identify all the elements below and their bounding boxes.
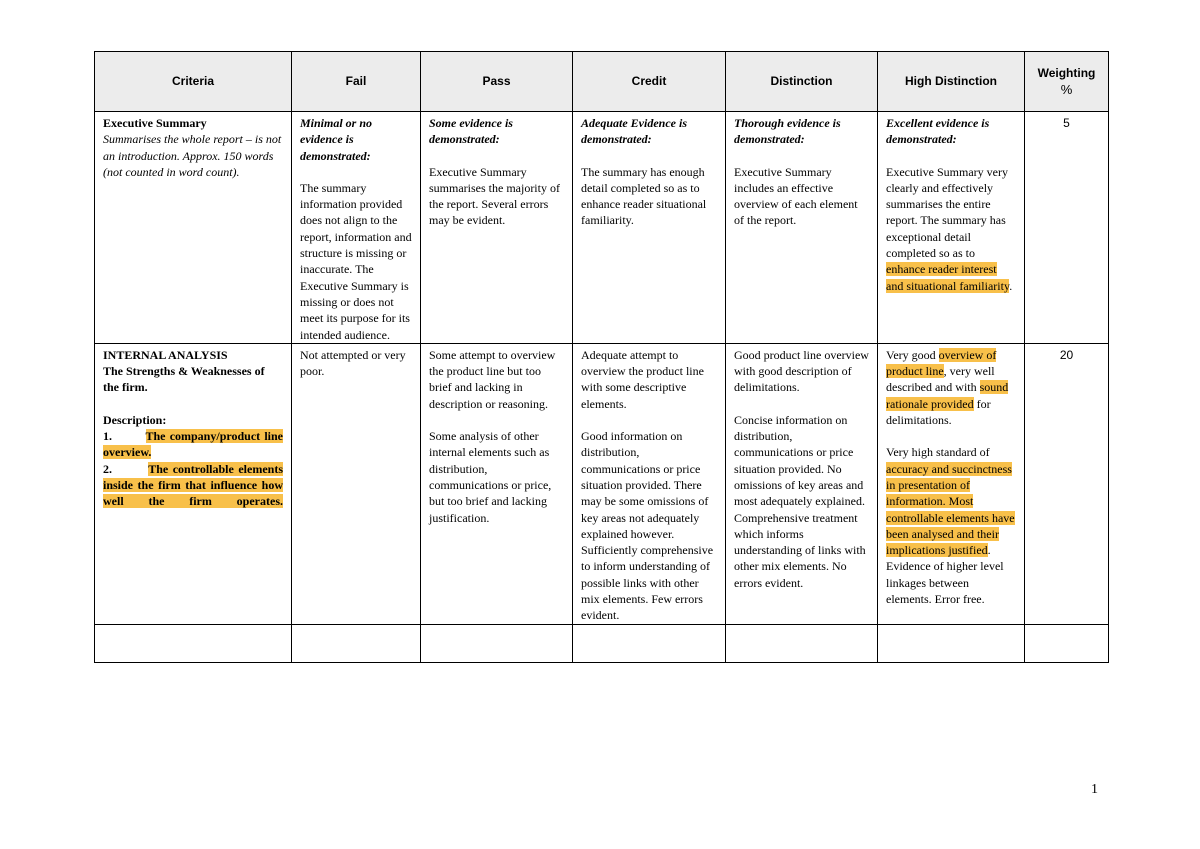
hd-text-1: [886, 347, 1016, 428]
empty-cell: [573, 624, 726, 662]
fail-cell: [292, 112, 421, 344]
item-number: 2.: [103, 461, 112, 476]
fail-text: The summary information provided does not align to the report, information and structure is missing or inaccurate. The Executive Summary is missing or does not meet its purpose for its intended audience.: [300, 180, 412, 342]
credit-cell: [573, 343, 726, 624]
criteria-title: INTERNAL ANALYSIS: [103, 347, 228, 362]
description-item-1: [103, 428, 283, 461]
marking-rubric-table: [94, 51, 1109, 663]
header-high-distinction: High Distinction: [878, 52, 1025, 112]
distinction-text: Executive Summary includes an effective overview of each element of the report.: [734, 164, 858, 228]
header-pass: Pass: [421, 52, 573, 112]
criteria-cell: [95, 343, 292, 624]
header-distinction: Distinction: [726, 52, 878, 112]
row-internal-analysis: [95, 343, 1109, 624]
pass-cell: [421, 343, 573, 624]
empty-cell: [726, 624, 878, 662]
weighting-unit: %: [1060, 81, 1073, 97]
empty-cell: [95, 624, 292, 662]
criteria-subtitle: The Strengths & Weaknesses of the firm.: [103, 364, 265, 395]
pass-text-2: Some analysis of other internal elements such as distribution, communications or price, but too brief and lacking justification.: [429, 429, 552, 525]
highlighted-text: sound rationale provided: [886, 380, 1009, 411]
credit-text-2: Good information on distribution, communications or price situation provided. There may be some omissions of key areas not adequately explained however. Sufficiently comprehensive to inform understanding of possible links with other mix elements. Few errors evident.: [581, 429, 714, 623]
distinction-text-1: Good product line overview with good description of delimitations.: [734, 347, 869, 395]
weighting-value: 5: [1025, 112, 1109, 344]
weighting-value: 20: [1025, 343, 1109, 624]
empty-cell: [421, 624, 573, 662]
hd-heading: Excellent evidence is demonstrated:: [886, 116, 990, 147]
hd-text-part: Executive Summary very clearly and effectively summarises the entire report. The summary has exceptional detail completed so as to: [886, 164, 1008, 261]
empty-cell: [1025, 624, 1109, 662]
criteria-cell: [95, 112, 292, 344]
highlighted-text: enhance reader interest and situational familiarity: [886, 262, 1010, 293]
description-label: Description:: [103, 412, 167, 427]
pass-cell: [421, 112, 573, 344]
credit-heading: Adequate Evidence is demonstrated:: [581, 116, 687, 147]
hd-text-end: .: [1009, 278, 1013, 293]
hd-text-part: Very high standard of: [886, 445, 990, 460]
weighting-label: Weighting: [1037, 66, 1096, 81]
highlighted-text: The controllable elements inside the firm that influence how well the firm operates.: [103, 461, 283, 509]
hd-text: [886, 164, 1016, 294]
high-distinction-cell: [878, 343, 1025, 624]
highlighted-text: overview of product line: [886, 347, 997, 379]
distinction-heading: Thorough evidence is demonstrated:: [734, 116, 841, 147]
hd-text-part: for delimitations.: [886, 396, 991, 428]
item-number: 1.: [103, 429, 112, 444]
credit-text: The summary has enough detail completed so as to enhance reader situational familiarity.: [581, 164, 707, 228]
header-row: [95, 52, 1109, 112]
fail-text: Not attempted or very poor.: [300, 347, 406, 379]
high-distinction-cell: [878, 112, 1025, 344]
header-weighting: [1025, 52, 1109, 112]
empty-cell: [878, 624, 1025, 662]
description-item-2: [103, 461, 283, 510]
hd-text-part: Very good: [886, 347, 939, 362]
hd-text-part: , very well described and with: [886, 364, 995, 395]
page-number: 1: [1091, 782, 1098, 797]
highlighted-text: The company/product line overview.: [103, 429, 284, 460]
credit-cell: [573, 112, 726, 344]
fail-cell: [292, 343, 421, 624]
hd-text-part: . Evidence of higher level linkages between elements. Error free.: [886, 543, 1004, 607]
fail-heading: Minimal or no evidence is demonstrated:: [300, 116, 373, 163]
highlighted-text: accuracy and succinctness in presentation of information. Most controllable elements have been analysed and their implications justified: [886, 461, 1015, 558]
hd-text-2: [886, 444, 1016, 607]
distinction-cell: [726, 112, 878, 344]
header-criteria: Criteria: [95, 52, 292, 112]
pass-text-1: Some attempt to overview the product line but too brief and lacking in description or reasoning.: [429, 347, 556, 411]
pass-heading: Some evidence is demonstrated:: [429, 116, 513, 147]
header-credit: Credit: [573, 52, 726, 112]
criteria-description: Summarises the whole report – is not an introduction. Approx. 150 words (not counted in word count).: [103, 132, 282, 179]
distinction-text-2: Concise information on distribution, communications or price situation provided. No omissions of key areas and most adequately explained. Comprehensive treatment which informs understanding of links with other mix elements. No errors evident.: [734, 412, 866, 590]
credit-text-1: Adequate attempt to overview the product line with some descriptive elements.: [581, 347, 704, 411]
row-executive-summary: [95, 112, 1109, 344]
header-fail: Fail: [292, 52, 421, 112]
empty-row: [95, 624, 1109, 662]
distinction-cell: [726, 343, 878, 624]
criteria-title: Executive Summary: [103, 116, 207, 130]
empty-cell: [292, 624, 421, 662]
pass-text: Executive Summary summarises the majority of the report. Several errors may be evident.: [429, 164, 560, 228]
